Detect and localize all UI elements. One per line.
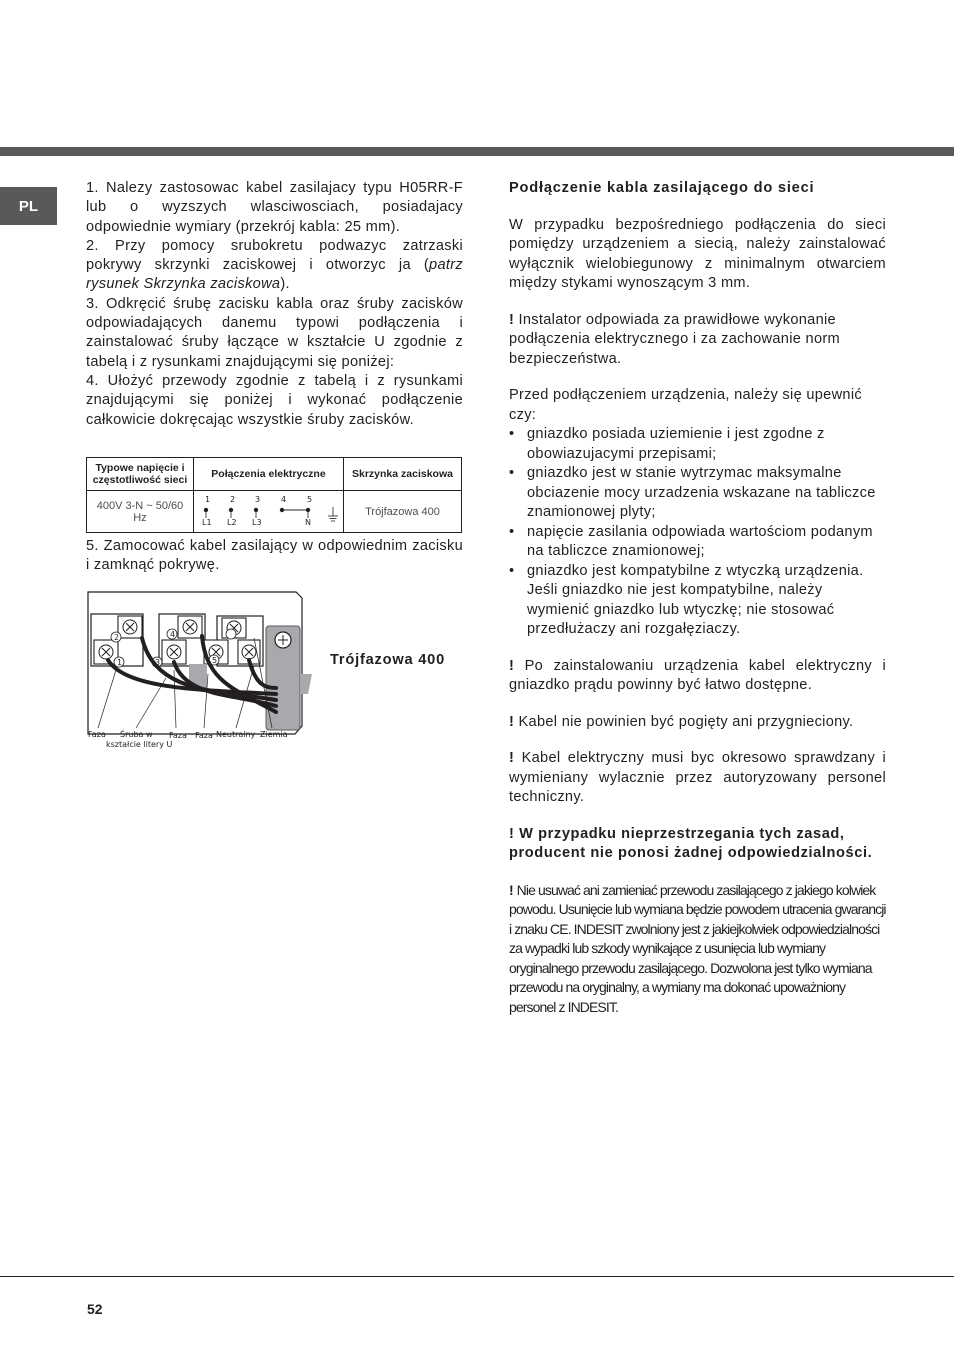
label-u-shape: kształcie litery U: [106, 740, 173, 749]
terminal-number-1: 1: [205, 495, 211, 504]
badge-3: 3: [155, 658, 161, 667]
list-item: • napięcie zasilania odpowiada wartościom podanym na tabliczce znamionowej;: [509, 523, 886, 562]
paragraph-check: Przed podłączeniem urządzenia, należy się upewnić czy:: [509, 387, 862, 423]
connection-table: [86, 457, 462, 533]
badge-2: 2: [114, 633, 120, 642]
top-header-bar: [0, 147, 954, 156]
list-item: • gniazdko jest kompatybilne z wtyczką urządzenia. Jeśli gniazdko nie jest kompatybilne, należy wymienić gniazdko lub wtyczkę; nie stosować przedłużaczy ani rozgałęziaczy.: [509, 562, 886, 640]
language-label: PL: [18, 197, 39, 215]
warning-inspection: ! Kabel elektryczny musi byc okresowo sprawdzany i wymieniany wylacznie przez autoryzowany personel techniczny.: [509, 750, 886, 805]
warning-bent: ! Kabel nie powinien być pogięty ani przygnieciony.: [509, 713, 854, 730]
terminal-dot-2: [229, 508, 233, 512]
paragraph-switch: W przypadku bezpośredniego podłączenia do sieci pomiędzy urządzeniem a siecią, należy zainstalować wyłącznik wielobiegunowy z minimalnym otwarciem między stykami wynoszącym 3 mm.: [509, 216, 886, 291]
section-heading: Podłączenie kabla zasilającego do sieci: [509, 180, 815, 196]
footer-rule: [0, 1276, 954, 1277]
badge-1: 1: [117, 658, 123, 667]
step-5-block: [86, 537, 463, 576]
warning-cable-replacement: ! Nie usuwać ani zamieniać przewodu zasilającego z jakiego kolwiek powodu. Usunięcie lub wymiana będzie powodem utracenia gwarancji i znaku CE. INDESIT zwolniony jest z jakiejkolwiek odpowiedzialności za wypadki lub szkody wynikające z usunięcia lub wymiany oryginalnego przewodu zasilającego. Dozwolona jest tylko wymiana przewodu na oryginalny, a wymiany ma dokonać upoważniony personel z INDESIT.: [509, 881, 886, 1015]
terminal-number-3: 3: [255, 495, 261, 504]
step-2: 2. Przy pomocy srubokretu podwazyc zatrzaski pokrywy skrzynki zaciskowej i otworzyc ja (patrz rysunek Skrzynka zaciskowa).: [86, 237, 463, 293]
terminal-label-l1: L1: [202, 518, 212, 527]
label-u-screw: Śruba w: [120, 730, 153, 739]
badge-4: 4: [170, 630, 176, 639]
terminal-box-cell: Trójfazowa 400: [344, 491, 462, 533]
terminal-label-l2: L2: [227, 518, 237, 527]
installation-steps: [86, 179, 463, 430]
label-phase-1: Faza: [88, 730, 106, 739]
terminal-number-5: 5: [307, 495, 313, 504]
step-2-reference: patrz rysunek Skrzynka zaciskowa: [86, 257, 463, 293]
table-header-voltage: Typowe napięcie i częstotliwość sieci: [87, 458, 194, 491]
list-item: • gniazdko posiada uziemienie i jest zgodne z obowiazujacymi przepisami;: [509, 425, 886, 464]
label-phase-2: Faza: [169, 731, 187, 740]
terminal-number-4: 4: [281, 495, 287, 504]
terminal-label-l3: L3: [252, 518, 262, 527]
page-number: 52: [87, 1301, 103, 1317]
list-item: • gniazdko jest w stanie wytrzymac maksymalne obciazenie mocy urzadzenia wskazane na tabliczce znamionowej plyty;: [509, 464, 886, 523]
table-row: [87, 491, 462, 533]
step-3: 3. Odkręcić śrubę zacisku kabla oraz śruby zacisków odpowiadających danemu typowi podłączenia i zainstalować śruby łączące w kształcie U zgodnie z tabelą i z rysunkami znajdującymi się poniżej:: [86, 295, 463, 370]
warning-mark: !: [509, 713, 515, 730]
warning-accessible: ! Po zainstalowaniu urządzenia kabel elektryczny i gniazdko prądu powinny być łatwo dostępne.: [509, 657, 886, 693]
warning-mark: !: [509, 881, 514, 898]
diagram-caption: Trójfazowa 400: [330, 652, 446, 668]
ground-icon: [328, 507, 338, 521]
warning-mark: !: [509, 657, 515, 674]
step-1: 1. Nalezy zastosowac kabel zasilajacy typu H05RR-F lub o wyzszych wlasciwosciach, posiadajacy odpowiednie wymiary (przekrój kabla: 25 mm).: [86, 180, 463, 235]
label-neutral: Neutralny: [216, 730, 256, 739]
terminal-number-2: 2: [230, 495, 236, 504]
step-4: 4. Ułożyć przewody zgodnie z tabelą i z rysunkami znajdującymi się poniżej i wykonać podłączenie całkowicie dokręcając wszystkie śruby zacisków.: [86, 372, 463, 428]
table-header-terminal-box: Skrzynka zaciskowa: [344, 458, 462, 491]
terminal-label-n: N: [305, 518, 311, 527]
warning-mark: !: [509, 750, 515, 766]
label-earth: Ziemia: [260, 730, 288, 739]
clamp-tab: [300, 674, 312, 694]
terminal-dot-1: [204, 508, 208, 512]
label-phase-3: Faza: [195, 731, 213, 740]
connection-schematic: [197, 491, 340, 529]
warning-mark: !: [509, 311, 515, 328]
warning-liability: ! W przypadku nieprzestrzegania tych zasad, producent nie ponosi żadnej odpowiedzialności.: [509, 825, 873, 861]
step-5: 5. Zamocować kabel zasilający w odpowiednim zacisku i zamknąć pokrywę.: [86, 538, 463, 574]
language-tab: [0, 187, 57, 225]
connection-diagram-cell: [194, 491, 344, 533]
power-connection-section: [509, 179, 886, 1017]
voltage-cell: 400V 3-N ~ 50/60 Hz: [87, 491, 194, 533]
checklist: [509, 425, 886, 640]
warning-installer: ! Instalator odpowiada za prawidłowe wykonanie podłączenia elektrycznego i za zachowanie norm bezpieczeństwa.: [509, 311, 840, 367]
badge-5: 5: [212, 656, 218, 665]
terminal-dot-3: [254, 508, 258, 512]
table-header-connections: Połączenia elektryczne: [194, 458, 344, 491]
terminal-box-diagram: [86, 590, 316, 752]
